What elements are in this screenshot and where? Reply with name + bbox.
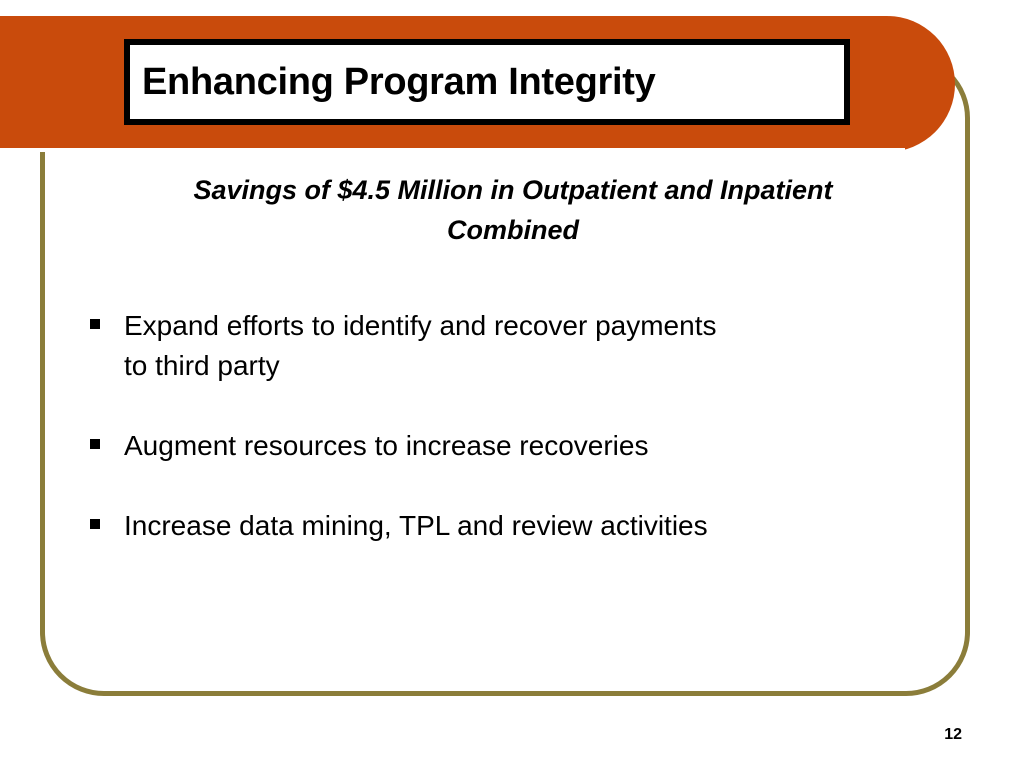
bullet-text: Augment resources to increase recoveries <box>124 430 649 461</box>
title-box-inner <box>130 45 844 119</box>
title-box <box>124 39 850 125</box>
subtitle-line-2: Combined <box>447 215 579 245</box>
slide-subtitle <box>80 170 946 250</box>
bullet-text-line-2: to third party <box>124 350 280 381</box>
bullet-list <box>84 306 904 586</box>
square-bullet-icon <box>90 319 100 329</box>
bullet-text: Increase data mining, TPL and review activities <box>124 510 708 541</box>
slide-title: Enhancing Program Integrity <box>142 60 656 103</box>
bullet-item-augment-resources <box>84 426 904 466</box>
bullet-text-line-1: Expand efforts to identify and recover payments <box>124 310 717 341</box>
bullet-item-expand-efforts <box>84 306 904 386</box>
square-bullet-icon <box>90 519 100 529</box>
square-bullet-icon <box>90 439 100 449</box>
bullet-item-increase-data-mining <box>84 506 904 546</box>
banner-divider-line <box>0 148 905 152</box>
page-number: 12 <box>944 726 962 743</box>
subtitle-line-1: Savings of $4.5 Million in Outpatient and Inpatient <box>193 175 833 205</box>
